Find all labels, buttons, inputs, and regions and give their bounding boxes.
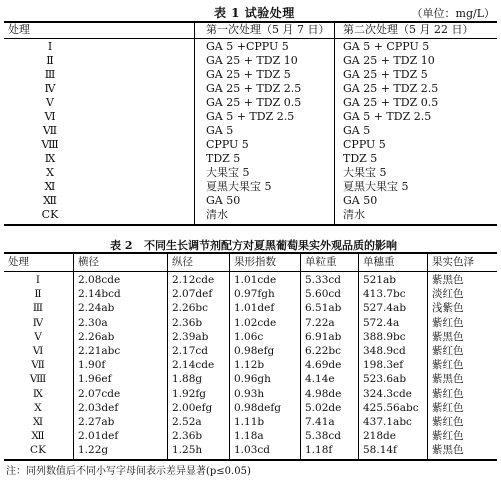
table2-value-cell: 1.01def [234, 302, 275, 315]
table1-value-cell: 夏黑大果宝 5 [343, 180, 409, 193]
table1-treatment-cell: Ⅻ [43, 194, 57, 207]
table2-value-cell: 2.03def [78, 401, 119, 414]
table1-treatment-cell: Ⅴ [46, 96, 54, 109]
table2-value-cell: 4.14e [305, 373, 335, 386]
table2-treatment-cell: Ⅳ [32, 316, 44, 329]
table2-value-cell: 4.98de [305, 387, 342, 400]
footnote: 注：同列数值后不同小写字母间表示差异显著(p≤0.05) [6, 466, 251, 477]
table1-value-cell: TDZ 5 [206, 152, 241, 165]
table2-value-cell: 1.22g [78, 444, 109, 457]
table1-value-cell: 大果宝 5 [343, 166, 387, 179]
table2-value-cell: 572.4a [363, 316, 400, 329]
table1-value-cell: 夏黑大果宝 5 [206, 180, 272, 193]
table2-value-cell: 1.88g [172, 373, 203, 386]
table1-treatment-cell: Ⅵ [44, 110, 56, 123]
table2-value-cell: 521ab [363, 274, 397, 286]
table2-value-cell: 1.02cde [234, 316, 277, 329]
table2-value-cell: 1.25h [172, 444, 203, 457]
table2-value-cell: 5.33cd [305, 274, 341, 286]
table1-value-cell: 大果宝 5 [206, 166, 250, 179]
table1-unit: （单位：mg/L） [411, 7, 495, 20]
table2-treatment-cell: Ⅰ [35, 274, 41, 286]
table2-value-cell: 0.96gh [234, 373, 271, 386]
table1-treatment-cell: CK [41, 208, 59, 221]
table2-value-cell: 437.1abc [363, 416, 412, 428]
table2-value-cell: 1.11b [234, 416, 265, 428]
table2-value-cell: 2.07def [172, 288, 213, 301]
table2-col-divider-2 [167, 252, 168, 461]
table2-value-cell: 7.22a [305, 316, 335, 329]
table1-treatment-cell: Ⅸ [44, 152, 56, 165]
table2-value-cell: 198.3ef [363, 359, 404, 372]
table2-value-cell: 1.03cd [234, 444, 270, 457]
table2-value-cell: 2.52a [172, 416, 202, 428]
table2-value-cell: 425.56abc [363, 401, 419, 414]
table1-header-cell: 第一次处理（5 月 7 日） [206, 23, 330, 36]
table2-col-divider-1 [73, 252, 74, 461]
table2-value-cell: 6.91ab [305, 330, 342, 343]
table2-value-cell: 1.06c [234, 330, 264, 343]
table1-value-cell: CPPU 5 [343, 138, 386, 151]
table1-header-cell: 第二次处理（5 月 22 日） [343, 23, 474, 36]
table2-value-cell: 2.17cd [172, 345, 208, 357]
table2-value-cell: 0.98efg [234, 345, 275, 357]
table2-value-cell: 5.02de [305, 401, 342, 414]
table2-value-cell: 2.30a [78, 316, 108, 329]
table2-value-cell: 2.12cde [172, 274, 215, 286]
table2-value-cell: 淡红色 [432, 288, 464, 301]
table1-value-cell: GA 5 + TDZ 2.5 [343, 110, 432, 123]
table2-value-cell: 紫红色 [432, 430, 464, 443]
table1-treatment-cell: Ⅶ [42, 124, 58, 137]
table2-header-cell: 果形指数 [234, 256, 276, 268]
table2-top-rule [4, 252, 497, 254]
table2-value-cell: 348.9cd [363, 345, 406, 357]
table2-value-cell: 2.21abc [78, 345, 121, 357]
table1-treatment-cell: Ⅲ [44, 68, 56, 81]
table2-col-divider-5 [358, 252, 359, 461]
table2-header-cell: 单粒重 [305, 256, 337, 268]
table2-value-cell: 1.96ef [78, 373, 112, 386]
table2-value-cell: 2.24ab [78, 302, 115, 315]
table2-value-cell: 0.98defg [234, 401, 281, 414]
table2-header-rule [4, 271, 497, 272]
table1-treatment-cell: Ⅰ [47, 40, 53, 53]
table2-value-cell: 527.4ab [363, 302, 407, 315]
table1-col-divider-1 [194, 21, 195, 226]
table2-value-cell: 5.60cd [305, 288, 341, 301]
table2-treatment-cell: Ⅻ [31, 430, 45, 443]
table2-value-cell: 523.6ab [363, 373, 407, 386]
table2-value-cell: 6.22bc [305, 345, 341, 357]
table2-value-cell: 58.14f [363, 444, 397, 457]
table2-treatment-cell: Ⅷ [29, 373, 47, 386]
table2-value-cell: 2.36b [172, 430, 203, 443]
table1-value-cell: GA 5 [206, 124, 234, 137]
table1-caption-row [0, 4, 501, 20]
table2-col-divider-3 [229, 252, 230, 461]
table2-value-cell: 紫黑色 [432, 274, 464, 286]
table2-col-divider-6 [427, 252, 428, 461]
table2-value-cell: 2.27ab [78, 416, 115, 428]
table1-value-cell: GA 5 + CPPU 5 [343, 40, 430, 53]
table2-value-cell: 0.97fgh [234, 288, 275, 301]
table1-value-cell: TDZ 5 [343, 152, 378, 165]
table1-value-cell: GA 25 + TDZ 2.5 [206, 82, 302, 95]
table2-value-cell: 5.38cd [305, 430, 341, 443]
table2-value-cell: 2.01def [78, 430, 119, 443]
table1-value-cell: GA 25 + TDZ 0.5 [206, 96, 302, 109]
table1-treatment-cell: Ⅷ [41, 138, 59, 151]
table2-value-cell: 2.26ab [78, 330, 115, 343]
table2-value-cell: 388.9bc [363, 330, 406, 343]
table2-caption-number: 表 2 [110, 239, 133, 252]
table2-value-cell: 2.36b [172, 316, 203, 329]
table1-col-divider-2 [334, 21, 335, 226]
table2-treatment-cell: Ⅲ [32, 302, 44, 315]
table2-value-cell: 1.18f [305, 444, 333, 457]
table2-value-cell: 紫红色 [432, 359, 464, 372]
table1-treatment-cell: Ⅺ [44, 180, 56, 193]
table2-value-cell: 2.08cde [78, 274, 121, 286]
table2-value-cell: 1.18a [234, 430, 264, 443]
table1-header-cell: 处理 [8, 23, 30, 36]
table2-value-cell: 紫红色 [432, 345, 464, 357]
table2-value-cell: 紫红色 [432, 387, 464, 400]
table2-treatment-cell: Ⅴ [34, 330, 42, 343]
table2-value-cell: 2.14cde [172, 359, 215, 372]
table2-bottom-rule [4, 459, 497, 461]
table2-header-cell: 横径 [78, 256, 99, 268]
table1-value-cell: GA 50 [343, 194, 378, 207]
table2-value-cell: 0.93h [234, 387, 265, 400]
table2-value-cell: 1.90f [78, 359, 106, 372]
table2-value-cell: 紫黑色 [432, 330, 464, 343]
table1-caption: 表 1 试验处理 [214, 6, 295, 20]
table2-value-cell: 2.39ab [172, 330, 209, 343]
table2-treatment-cell: Ⅵ [32, 345, 44, 357]
table2-value-cell: 1.12b [234, 359, 265, 372]
table1-value-cell: GA 25 + TDZ 5 [343, 68, 428, 81]
table2-value-cell: 218de [363, 430, 396, 443]
table2-treatment-cell: Ⅺ [32, 416, 44, 428]
table2-value-cell: 413.7bc [363, 288, 406, 301]
table2-value-cell: 浅紫色 [432, 302, 464, 315]
table2-treatment-cell: Ⅹ [34, 401, 42, 414]
table2-value-cell: 2.07cde [78, 387, 121, 400]
table2-treatment-cell: Ⅱ [34, 288, 42, 301]
table1-value-cell: 清水 [206, 208, 228, 221]
table1-value-cell: 清水 [343, 208, 365, 221]
table2-value-cell: 1.01cde [234, 274, 277, 286]
table1-value-cell: GA 25 + TDZ 5 [206, 68, 291, 81]
table2-value-cell: 紫黑色 [432, 444, 464, 457]
table2-value-cell: 紫红色 [432, 416, 464, 428]
table1-value-cell: GA 25 + TDZ 10 [206, 54, 298, 67]
table1-value-cell: CPPU 5 [206, 138, 249, 151]
table2-treatment-cell: Ⅸ [32, 387, 44, 400]
table1-value-cell: GA 25 + TDZ 10 [343, 54, 435, 67]
table2-value-cell: 324.3cde [363, 387, 412, 400]
table2-value-cell: 1.92fg [172, 387, 206, 400]
table2-header-cell: 单穗重 [363, 256, 395, 268]
table2-value-cell: 2.14bcd [78, 288, 121, 301]
table1-value-cell: GA 25 + TDZ 2.5 [343, 82, 439, 95]
table2-caption-text: 不同生长调节剂配方对夏黑葡萄果实外观品质的影响 [144, 239, 397, 252]
table2-value-cell: 紫黑色 [432, 373, 464, 386]
table2-value-cell: 紫红色 [432, 401, 464, 414]
table1-treatment-cell: Ⅹ [46, 166, 54, 179]
table2-value-cell: 2.00efg [172, 401, 213, 414]
table1-value-cell: GA 5 +CPPU 5 [206, 40, 289, 53]
table1-treatment-cell: Ⅱ [46, 54, 54, 67]
table1-header-rule [4, 38, 497, 39]
table2-header-cell: 果实色泽 [432, 256, 474, 268]
table2-value-cell: 4.69de [305, 359, 342, 372]
table2-value-cell: 紫红色 [432, 316, 464, 329]
table1-value-cell: GA 25 + TDZ 0.5 [343, 96, 439, 109]
table2-header-cell: 纵径 [172, 256, 193, 268]
table2-treatment-cell: CK [30, 444, 46, 457]
table2-treatment-cell: Ⅶ [31, 359, 45, 372]
table1-bottom-rule [4, 224, 497, 226]
table1-value-cell: GA 5 [343, 124, 371, 137]
table2-value-cell: 6.51ab [305, 302, 342, 315]
table1-value-cell: GA 5 + TDZ 2.5 [206, 110, 295, 123]
table1-value-cell: GA 50 [206, 194, 241, 207]
table2-col-divider-4 [300, 252, 301, 461]
table2-value-cell: 2.26bc [172, 302, 208, 315]
table2-value-cell: 7.41a [305, 416, 335, 428]
table2-header-cell: 处理 [8, 256, 29, 268]
table1-treatment-cell: Ⅳ [44, 82, 56, 95]
